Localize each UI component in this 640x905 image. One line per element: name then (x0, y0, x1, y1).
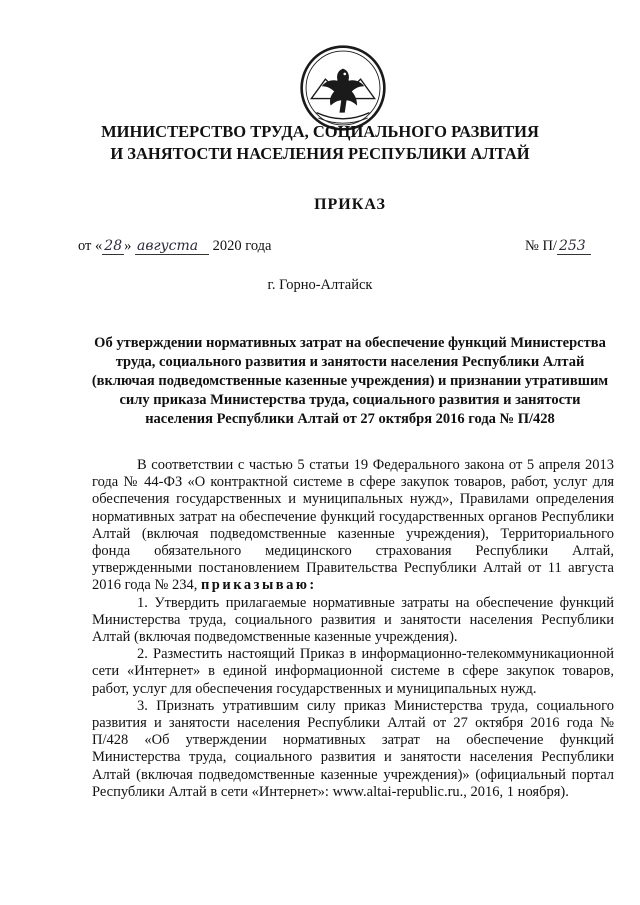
date-day: 28 (104, 238, 123, 254)
date-month: августа (135, 239, 209, 255)
ministry-name (60, 121, 580, 165)
order-body (92, 457, 614, 801)
city: г. Горно-Алтайск (267, 277, 373, 293)
altai-republic-coat-of-arms-icon (299, 44, 387, 132)
preamble-text: В соответствии с частью 5 статьи 19 Федерального закона от 5 апреля 2013 года № 44-ФЗ «О контрактной системе в сфере закупок товаров, работ, услуг для обеспечения государственных и муниципальных нужд», Правилами определения нормативных затрат на обеспечение функций государственных органов Республики Алтай (включая подведомственные казенные учреждения), Территориального фонда обязательного медицинского страхования Республики Алтай, утвержденными постановлением Правительства Республики Алтай от 11 августа 2016 года № 234, (92, 457, 614, 594)
preamble-paragraph (92, 457, 614, 595)
order-subject: Об утверждении нормативных затрат на обеспечение функций Министерства труда, социального развития и занятости населения Республики Алтай (включая подведомственные казенные учреждения) и признании утратившим силу приказа Министерства труда, социального развития и занятости населения Республики Алтай от 27 октября 2016 года № П/428 (91, 335, 609, 427)
order-word: приказываю: (200, 577, 317, 594)
document-type: ПРИКАЗ (314, 196, 386, 213)
item-2: 2. Разместить настоящий Приказ в информационно-телекоммуникационной сети «Интернет» в единой информационной системе в сфере закупок товаров, работ, услуг для обеспечения государственных и муниципальных нужд. (92, 646, 614, 697)
ministry-line-2: И ЗАНЯТОСТИ НАСЕЛЕНИЯ РЕСПУБЛИКИ АЛТАЙ (110, 144, 530, 163)
order-date (78, 238, 271, 255)
number-value: 253 (557, 239, 591, 255)
item-1: 1. Утвердить прилагаемые нормативные затраты на обеспечение функций Министерства труда, социального развития и занятости населения Республики Алтай (включая подведомственные казенные учреждения). (92, 594, 614, 646)
date-suffix: 2020 года (212, 238, 272, 254)
order-number (525, 238, 591, 255)
date-mid: » (124, 238, 132, 254)
ministry-line-1: МИНИСТЕРСТВО ТРУДА, СОЦИАЛЬНОГО РАЗВИТИЯ (101, 122, 539, 141)
number-prefix: № П/ (525, 238, 557, 254)
date-prefix: от « (78, 238, 103, 254)
item-3: 3. Признать утратившим силу приказ Министерства труда, социального развития и занятости населения Республики Алтай от 27 октября 2016 года № П/428 «Об утверждении нормативных затрат на обеспечение функций Министерства труда, социального развития и занятости населения Республики Алтай (включая подведомственные казенные учреждения)» (официальный портал Республики Алтай в сети «Интернет»: www.altai-republic.ru., 2016, 1 ноября). (92, 697, 614, 800)
